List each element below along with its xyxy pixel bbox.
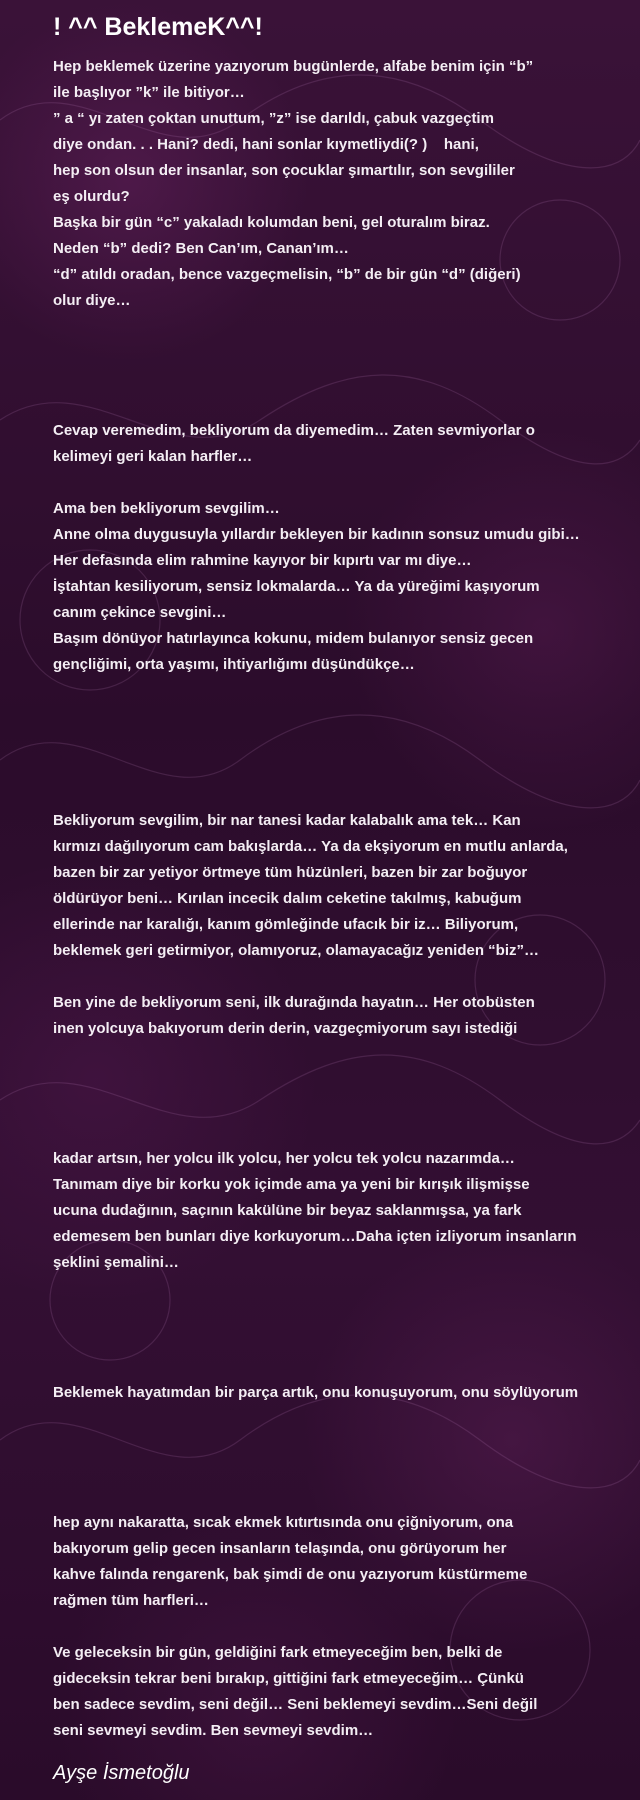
poem-line: Ama ben bekliyorum sevgilim…	[53, 500, 280, 517]
poem-line	[53, 1042, 620, 1068]
poem-line	[53, 1354, 620, 1380]
poem-line: Cevap veremedim, bekliyorum da diyemedim… Zaten sevmiyorlar o	[53, 422, 535, 439]
poem-line	[53, 340, 620, 366]
poem-line	[53, 1276, 620, 1302]
poem-line	[53, 1432, 620, 1458]
poem-line: kırmızı dağılıyorum cam bakışlarda… Ya da ekşiyorum en mutlu anlarda,	[53, 838, 568, 855]
poem-title: ! ^^ BeklemeK^^!	[53, 13, 263, 41]
poem-line: gideceksin tekrar beni bırakıp, gittiğini fark etmeyeceğim… Çünkü	[53, 1670, 524, 1687]
poem-line: Ve geleceksin bir gün, geldiğini fark etmeyeceğim ben, belki de	[53, 1644, 503, 1661]
poem-line: eş olurdu?	[53, 188, 130, 205]
poem-line: inen yolcuya bakıyorum derin derin, vazgeçmiyorum sayı istediği	[53, 1020, 518, 1037]
poem-line	[53, 704, 620, 730]
poem-line	[53, 314, 620, 340]
poem-line	[53, 1302, 620, 1328]
poem-line: kahve falında rengarenk, bak şimdi de onu yazıyorum küstürmeme	[53, 1566, 528, 1583]
poem-line: canım çekince sevgini…	[53, 604, 227, 621]
poem-line	[53, 470, 620, 496]
poem-line: ucuna dudağının, saçının kakülüne bir beyaz saklanmışsa, ya fark	[53, 1202, 522, 1219]
poem-line: Tanımam diye bir korku yok içimde ama ya yeni bir kırışık ilişmişse	[53, 1176, 530, 1193]
poem-line	[53, 392, 620, 418]
poem-line: olur diye…	[53, 292, 131, 309]
poem-line	[53, 1328, 620, 1354]
poem-line: gençliğimi, orta yaşımı, ihtiyarlığımı düşündükçe…	[53, 656, 415, 673]
poem-line	[53, 730, 620, 756]
poem-line: Başım dönüyor hatırlayınca kokunu, midem bulanıyor sensiz gecen	[53, 630, 534, 647]
poem-line: şeklini şemalini…	[53, 1254, 179, 1271]
poem-line: kelimeyi geri kalan harfler…	[53, 448, 253, 465]
poem-line: beklemek geri getirmiyor, olamıyoruz, olamayacağız yeniden “biz”…	[53, 942, 539, 959]
poem-line: Ben yine de bekliyorum seni, ilk durağında hayatın… Her otobüsten	[53, 994, 535, 1011]
poem-line: seni sevmeyi sevdim. Ben sevmeyi sevdim…	[53, 1722, 374, 1739]
poem-line: “d” atıldı oradan, bence vazgeçmelisin, “b” de bir gün “d” (diğeri)	[53, 266, 521, 283]
poem-line: edemesem ben bunları diye korkuyorum…Daha içten izliyorum insanların	[53, 1228, 577, 1245]
poem-line: rağmen tüm harfleri…	[53, 1592, 209, 1609]
poem-line: ile başlıyor ”k” ile bitiyor…	[53, 84, 245, 101]
poem-author: Ayşe İsmetoğlu	[53, 1762, 190, 1784]
poem-line: ” a “ yı zaten çoktan unuttum, ”z” ise darıldı, çabuk vazgeçtim	[53, 110, 494, 127]
poem-line: bakıyorum gelip gecen insanların telaşında, onu görüyorum her	[53, 1540, 507, 1557]
poem-body	[53, 54, 620, 1744]
poem-line	[53, 782, 620, 808]
poem-line	[53, 1094, 620, 1120]
poem-line	[53, 964, 620, 990]
poem-line: Anne olma duygusuyla yıllardır bekleyen bir kadının sonsuz umudu gibi…	[53, 526, 580, 543]
poem-line: diye ondan. . . Hani? dedi, hani sonlar kıymetliydi(? ) hani,	[53, 136, 479, 153]
poem-line: ben sadece sevdim, seni değil… Seni beklemeyi sevdim…Seni değil	[53, 1696, 538, 1713]
poem-line: hep son olsun der insanlar, son çocuklar şımartılır, son sevgililer	[53, 162, 515, 179]
poem-line: Neden “b” dedi? Ben Can’ım, Canan’ım…	[53, 240, 349, 257]
poem-line	[53, 1406, 620, 1432]
poem-line	[53, 1120, 620, 1146]
poem-line	[53, 1484, 620, 1510]
poem-line	[53, 678, 620, 704]
poem-line: Her defasında elim rahmine kayıyor bir kıpırtı var mı diye…	[53, 552, 472, 569]
poem-line	[53, 756, 620, 782]
poem-line	[53, 1614, 620, 1640]
poem-line: Beklemek hayatımdan bir parça artık, onu konuşuyorum, onu söylüyorum	[53, 1384, 579, 1401]
poem-line: bazen bir zar yetiyor örtmeye tüm hüzünleri, bazen bir zar boğuyor	[53, 864, 528, 881]
poem-line: hep aynı nakaratta, sıcak ekmek kıtırtısında onu çiğniyorum, ona	[53, 1514, 514, 1531]
poem-line: ellerinde nar karalığı, kanım gömleğinde ufacık bir iz… Biliyorum,	[53, 916, 519, 933]
poem-line: kadar artsın, her yolcu ilk yolcu, her yolcu tek yolcu nazarımda…	[53, 1150, 515, 1167]
poem-line: Bekliyorum sevgilim, bir nar tanesi kadar kalabalık ama tek… Kan	[53, 812, 521, 829]
poem-line: Başka bir gün “c” yakaladı kolumdan beni, gel oturalım biraz.	[53, 214, 490, 231]
poem-line: İştahtan kesiliyorum, sensiz lokmalarda… Ya da yüreğimi kaşıyorum	[53, 578, 540, 595]
poem-line: Hep beklemek üzerine yazıyorum bugünlerde, alfabe benim için “b”	[53, 58, 534, 75]
poem-line	[53, 366, 620, 392]
poem-line	[53, 1068, 620, 1094]
poem-line	[53, 1458, 620, 1484]
poem-line: öldürüyor beni… Kırılan incecik dalım ceketine takılmış, kabuğum	[53, 890, 522, 907]
